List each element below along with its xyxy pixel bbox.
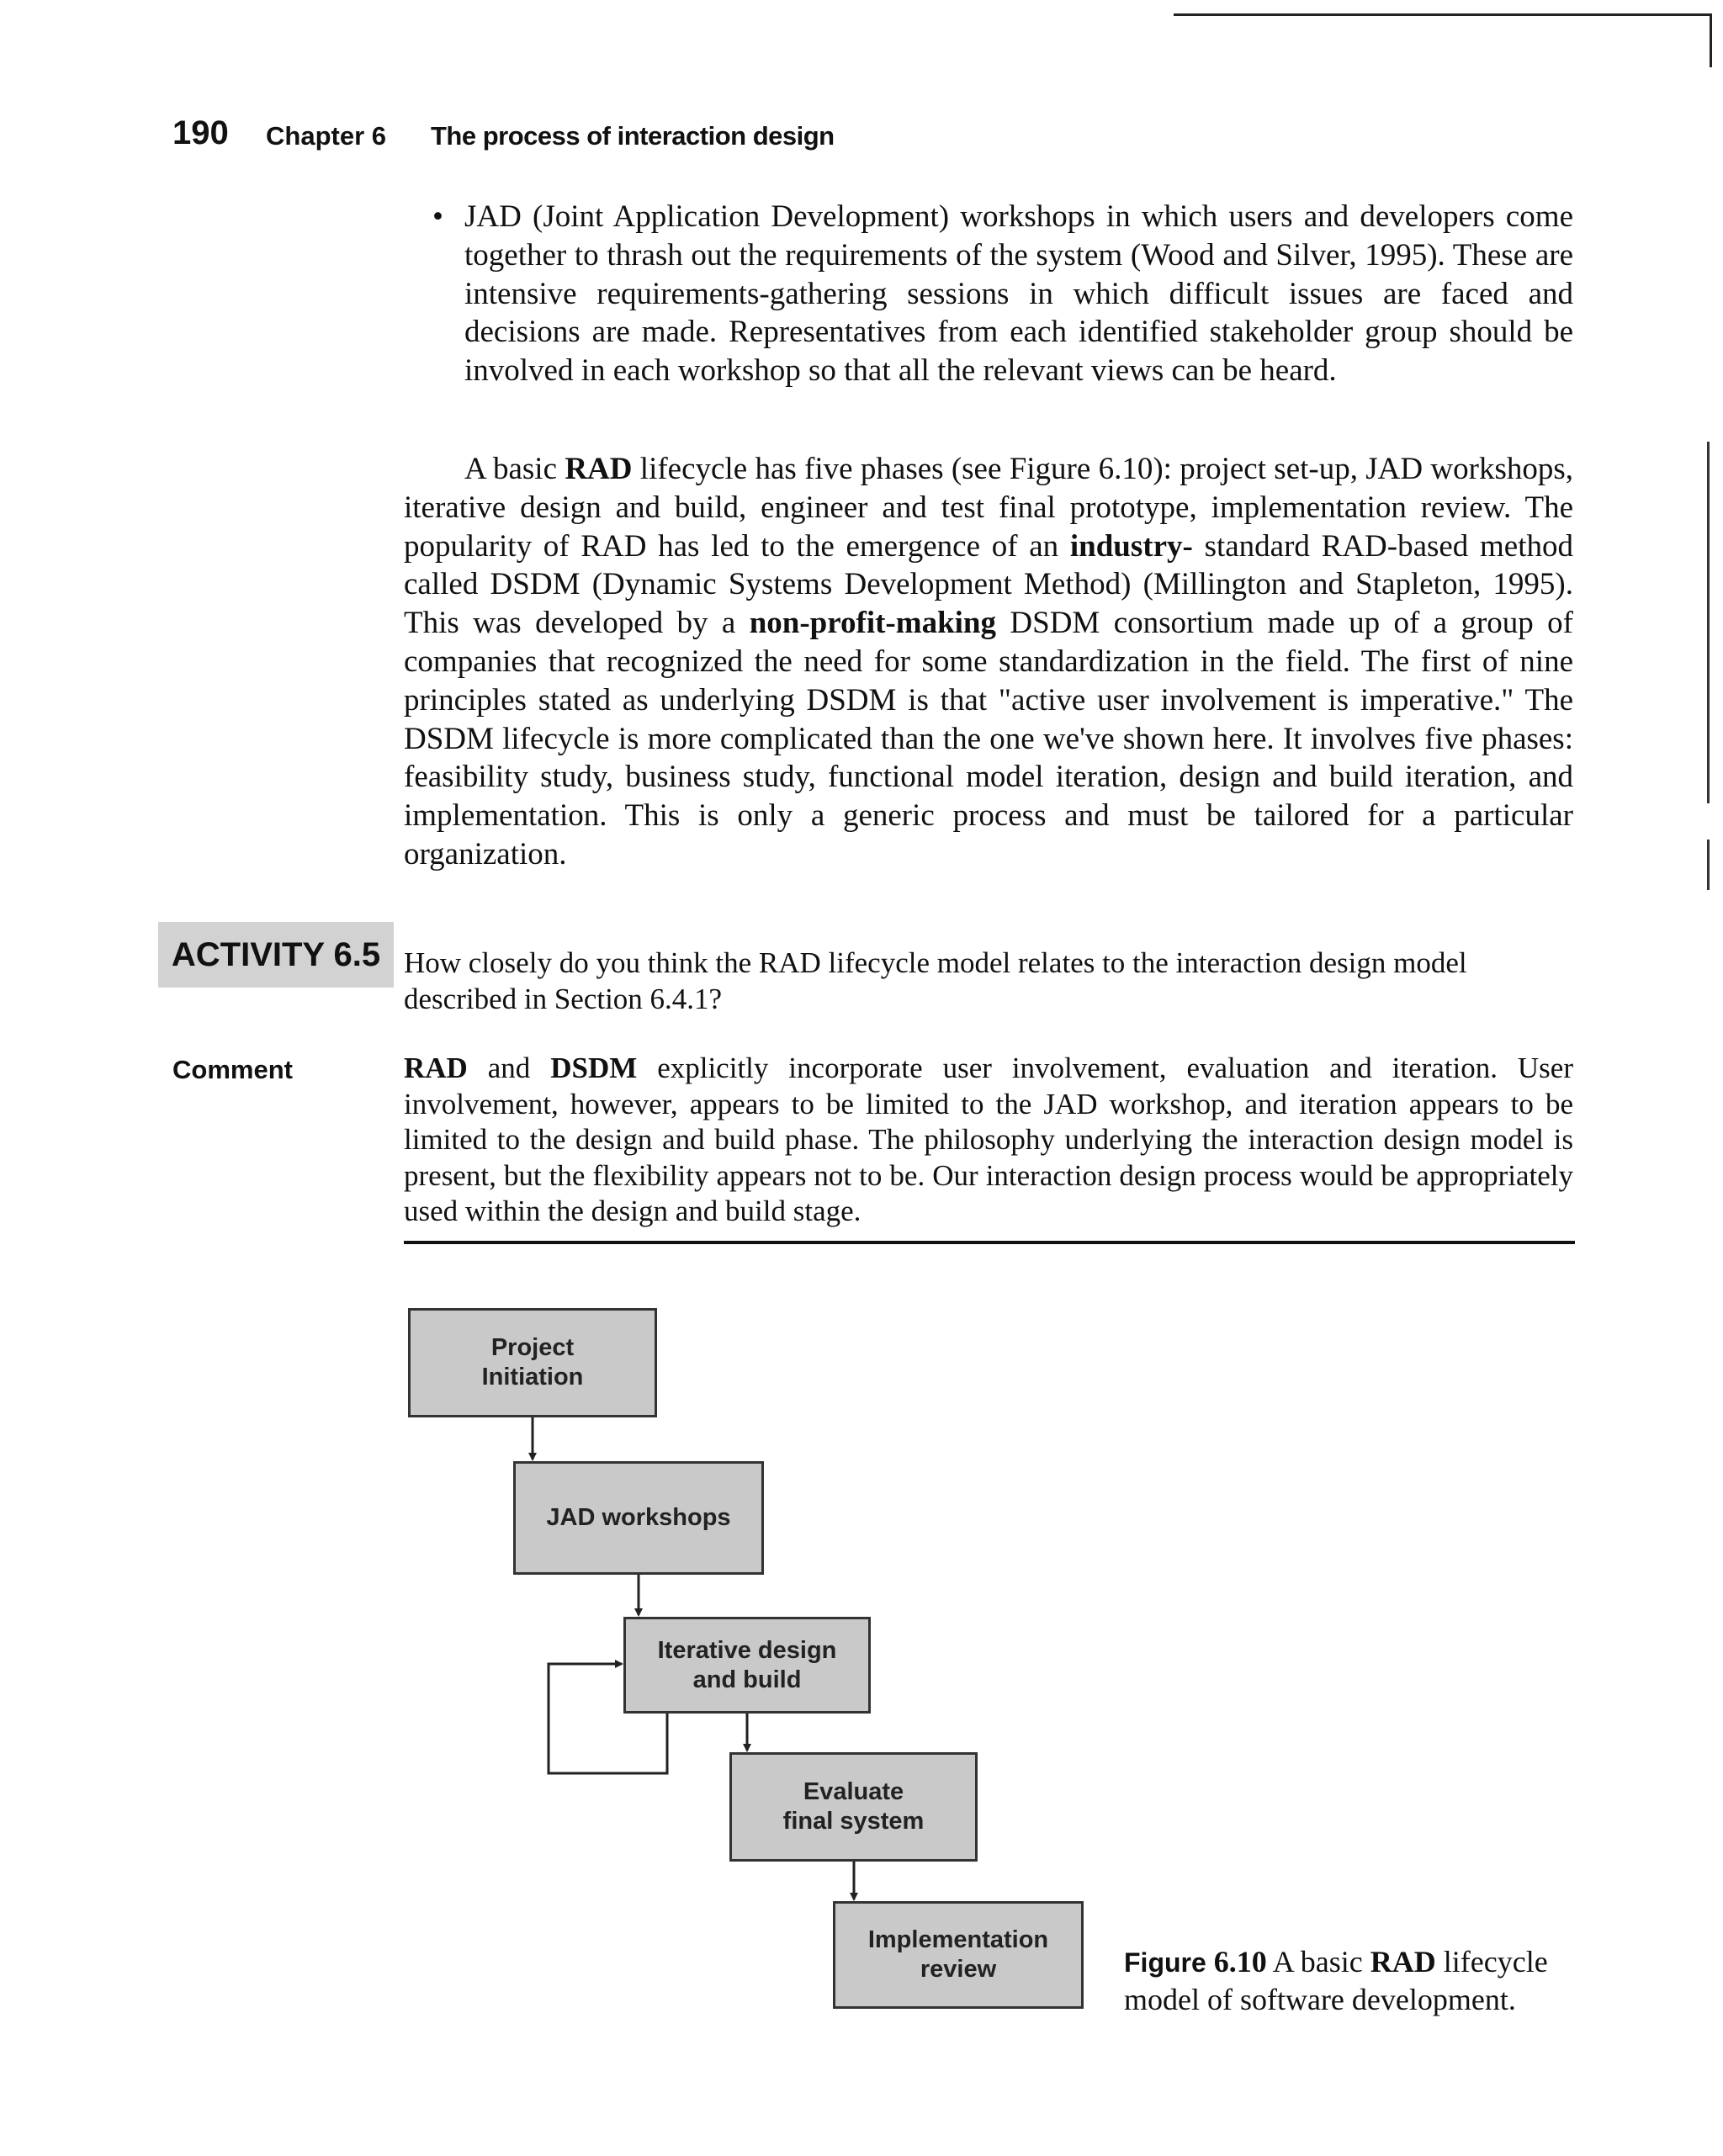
diagram-box-implementation-review bbox=[833, 1901, 1084, 2009]
box-line: JAD workshops bbox=[546, 1504, 731, 1531]
comment-label: Comment bbox=[172, 1055, 293, 1084]
bullet-text: JAD (Joint Application Development) workshops in which users and developers come together to thrash out the requirements of the system (Wood and Silver, 1995). These are intensive requirements-gathering sessions in which difficult issues are faced and decisions are made. Representatives from each identified stakeholder group should be involved in each workshop so that all the relevant views can be heard. bbox=[464, 199, 1573, 389]
activity-question: How closely do you think the RAD lifecycle model relates to the interaction design model described in Section 6.4.1? bbox=[404, 946, 1467, 1015]
bullet-dot: • bbox=[432, 199, 443, 234]
comment-emphasis: RAD bbox=[404, 1052, 468, 1084]
figure-caption bbox=[1124, 1943, 1595, 2018]
paragraph-emphasis: RAD bbox=[565, 452, 633, 486]
box-line: Implementation bbox=[867, 1926, 1049, 1953]
paragraph-text: standard RAD-based method called DSDM (Dynamic Systems Development Method) (Millington and Stapleton, 1995). This was developed by a bbox=[404, 528, 1573, 641]
figure-number: 6.10 bbox=[1213, 1945, 1267, 1979]
diagram-box-evaluate-final-system bbox=[729, 1752, 978, 1862]
box-line: Project bbox=[490, 1334, 575, 1361]
box-line: review bbox=[920, 1956, 997, 1983]
paragraph-emphasis: industry- bbox=[1069, 528, 1193, 564]
paragraph-text: DSDM consortium made up of a group of companies that recognized the need for some standardization in the field. The first of nine principles stated as underlying DSDM is that "active user involvement is imperative." The DSDM lifecycle is more complicated than the one we've shown here. It involves five phases: feasibility study, business study, functional model iteration, design and build iteration, and implementation. This is only a generic process and must be tailored for a particular organization. bbox=[404, 606, 1573, 871]
box-line: final system bbox=[782, 1808, 925, 1835]
box-line: Initiation bbox=[481, 1364, 584, 1391]
figure-label: Figure bbox=[1124, 1947, 1206, 1978]
page-number: 190 bbox=[172, 114, 229, 151]
caption-text: lifecycle model of software development. bbox=[1124, 1945, 1548, 2016]
paragraph-text: A basic bbox=[464, 452, 565, 486]
box-line: Iterative design bbox=[657, 1636, 837, 1664]
box-line: and build bbox=[692, 1666, 802, 1693]
diagram-box-iterative-design bbox=[623, 1617, 871, 1714]
comment-segment: explicitly incorporate user involvement, evaluation and iteration. User involvement, however, appears to be limited to the JAD workshop, and iteration appears to be limited to the design and build phase. The philosophy underlying the interaction design model is present, but the flexibility appears not to be. Our interaction design process would be appropriately used within the design and build stage. bbox=[404, 1052, 1573, 1227]
paragraph-emphasis: non-profit-making bbox=[749, 606, 997, 641]
diagram-box-jad-workshops bbox=[513, 1461, 764, 1575]
chapter-label: Chapter 6 bbox=[266, 121, 386, 151]
diagram-box-project-initiation bbox=[408, 1308, 657, 1417]
comment-segment: and bbox=[467, 1052, 551, 1084]
comment-emphasis: DSDM bbox=[550, 1052, 638, 1084]
activity-label: ACTIVITY 6.5 bbox=[158, 922, 394, 988]
chapter-title: The process of interaction design bbox=[431, 121, 835, 151]
caption-emphasis: RAD bbox=[1370, 1945, 1436, 1979]
caption-text: A basic bbox=[1266, 1945, 1370, 1979]
box-line: Evaluate bbox=[803, 1778, 904, 1805]
paragraph-text: lifecycle has five phases (see Figure 6.10): project set-up, JAD workshops, iterative design and build, engineer and test final prototype, implementation review. The popularity of RAD has led to the emergence of an bbox=[404, 452, 1573, 564]
